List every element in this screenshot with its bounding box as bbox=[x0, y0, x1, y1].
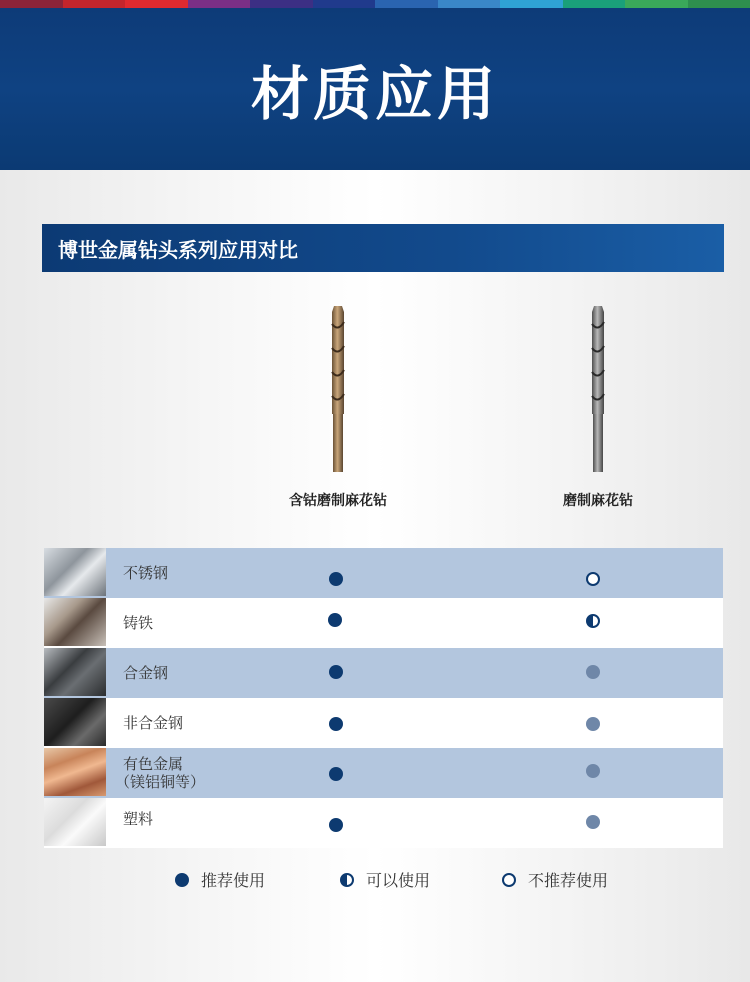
top-color-stripe bbox=[0, 0, 750, 8]
material-label: 不锈钢 bbox=[123, 564, 169, 582]
product-cobalt-drill bbox=[238, 300, 438, 520]
alloy-steel-image bbox=[44, 648, 106, 696]
material-label bbox=[115, 748, 206, 798]
grey-dot bbox=[586, 815, 600, 829]
legend-item-usable bbox=[340, 868, 430, 891]
stripe-segment bbox=[63, 0, 126, 8]
stripe-segment bbox=[438, 0, 501, 8]
recommended-dot bbox=[329, 717, 343, 731]
table-row bbox=[44, 798, 723, 848]
section-title: 博世金属钻头系列应用对比 bbox=[58, 237, 298, 262]
recommended-dot bbox=[329, 767, 343, 781]
usable-dot bbox=[586, 614, 600, 628]
material-label: 合金钢 bbox=[123, 664, 169, 682]
carbon-steel-image bbox=[44, 698, 106, 746]
stripe-segment bbox=[375, 0, 438, 8]
stripe-segment bbox=[500, 0, 563, 8]
legend bbox=[0, 868, 750, 892]
legend-item-recommended bbox=[175, 868, 265, 891]
table-row bbox=[44, 748, 723, 798]
page-title: 材质应用 bbox=[250, 60, 499, 128]
grey-dot bbox=[586, 665, 600, 679]
legend-label: 不推荐使用 bbox=[528, 871, 609, 890]
recommended-dot bbox=[329, 665, 343, 679]
not-recommended-dot bbox=[586, 572, 600, 586]
stripe-segment bbox=[625, 0, 688, 8]
not-recommended-dot-icon bbox=[502, 873, 516, 887]
stripe-segment bbox=[0, 0, 63, 8]
material-label-line2: （镁铝铜等） bbox=[115, 773, 206, 791]
section-header bbox=[42, 224, 724, 272]
product-name-cobalt: 含钴磨制麻花钻 bbox=[289, 493, 387, 509]
product-ground-drill bbox=[498, 300, 698, 520]
material-label-line1: 有色金属 bbox=[123, 755, 184, 773]
recommended-dot bbox=[329, 572, 343, 586]
nonferrous-metal-image bbox=[44, 748, 106, 796]
material-label: 非合金钢 bbox=[123, 714, 184, 732]
grey-dot bbox=[586, 717, 600, 731]
table-row bbox=[44, 598, 723, 648]
stripe-segment bbox=[563, 0, 626, 8]
legend-label: 推荐使用 bbox=[201, 871, 266, 890]
legend-label: 可以使用 bbox=[366, 871, 431, 890]
stainless-steel-image bbox=[44, 548, 106, 596]
cobalt-drill-bit-icon bbox=[324, 304, 352, 474]
table-row bbox=[44, 698, 723, 748]
table-row bbox=[44, 548, 723, 598]
legend-item-not-recommended bbox=[502, 868, 608, 891]
stripe-segment bbox=[188, 0, 251, 8]
stripe-segment bbox=[688, 0, 750, 8]
stripe-segment bbox=[250, 0, 313, 8]
table-row bbox=[44, 648, 723, 698]
plastic-pipe-image bbox=[44, 798, 106, 846]
material-label: 塑料 bbox=[123, 810, 154, 828]
product-name-ground: 磨制麻花钻 bbox=[563, 493, 633, 509]
stripe-segment bbox=[313, 0, 376, 8]
recommended-dot-icon bbox=[175, 873, 189, 887]
stripe-segment bbox=[125, 0, 188, 8]
recommended-dot bbox=[328, 613, 342, 627]
grey-dot bbox=[586, 764, 600, 778]
material-comparison-table bbox=[44, 548, 723, 848]
usable-dot-icon bbox=[340, 873, 354, 887]
material-label: 铸铁 bbox=[123, 614, 154, 632]
ground-drill-bit-icon bbox=[584, 304, 612, 474]
hero-banner bbox=[0, 8, 750, 170]
recommended-dot bbox=[329, 818, 343, 832]
cast-iron-image bbox=[44, 598, 106, 646]
